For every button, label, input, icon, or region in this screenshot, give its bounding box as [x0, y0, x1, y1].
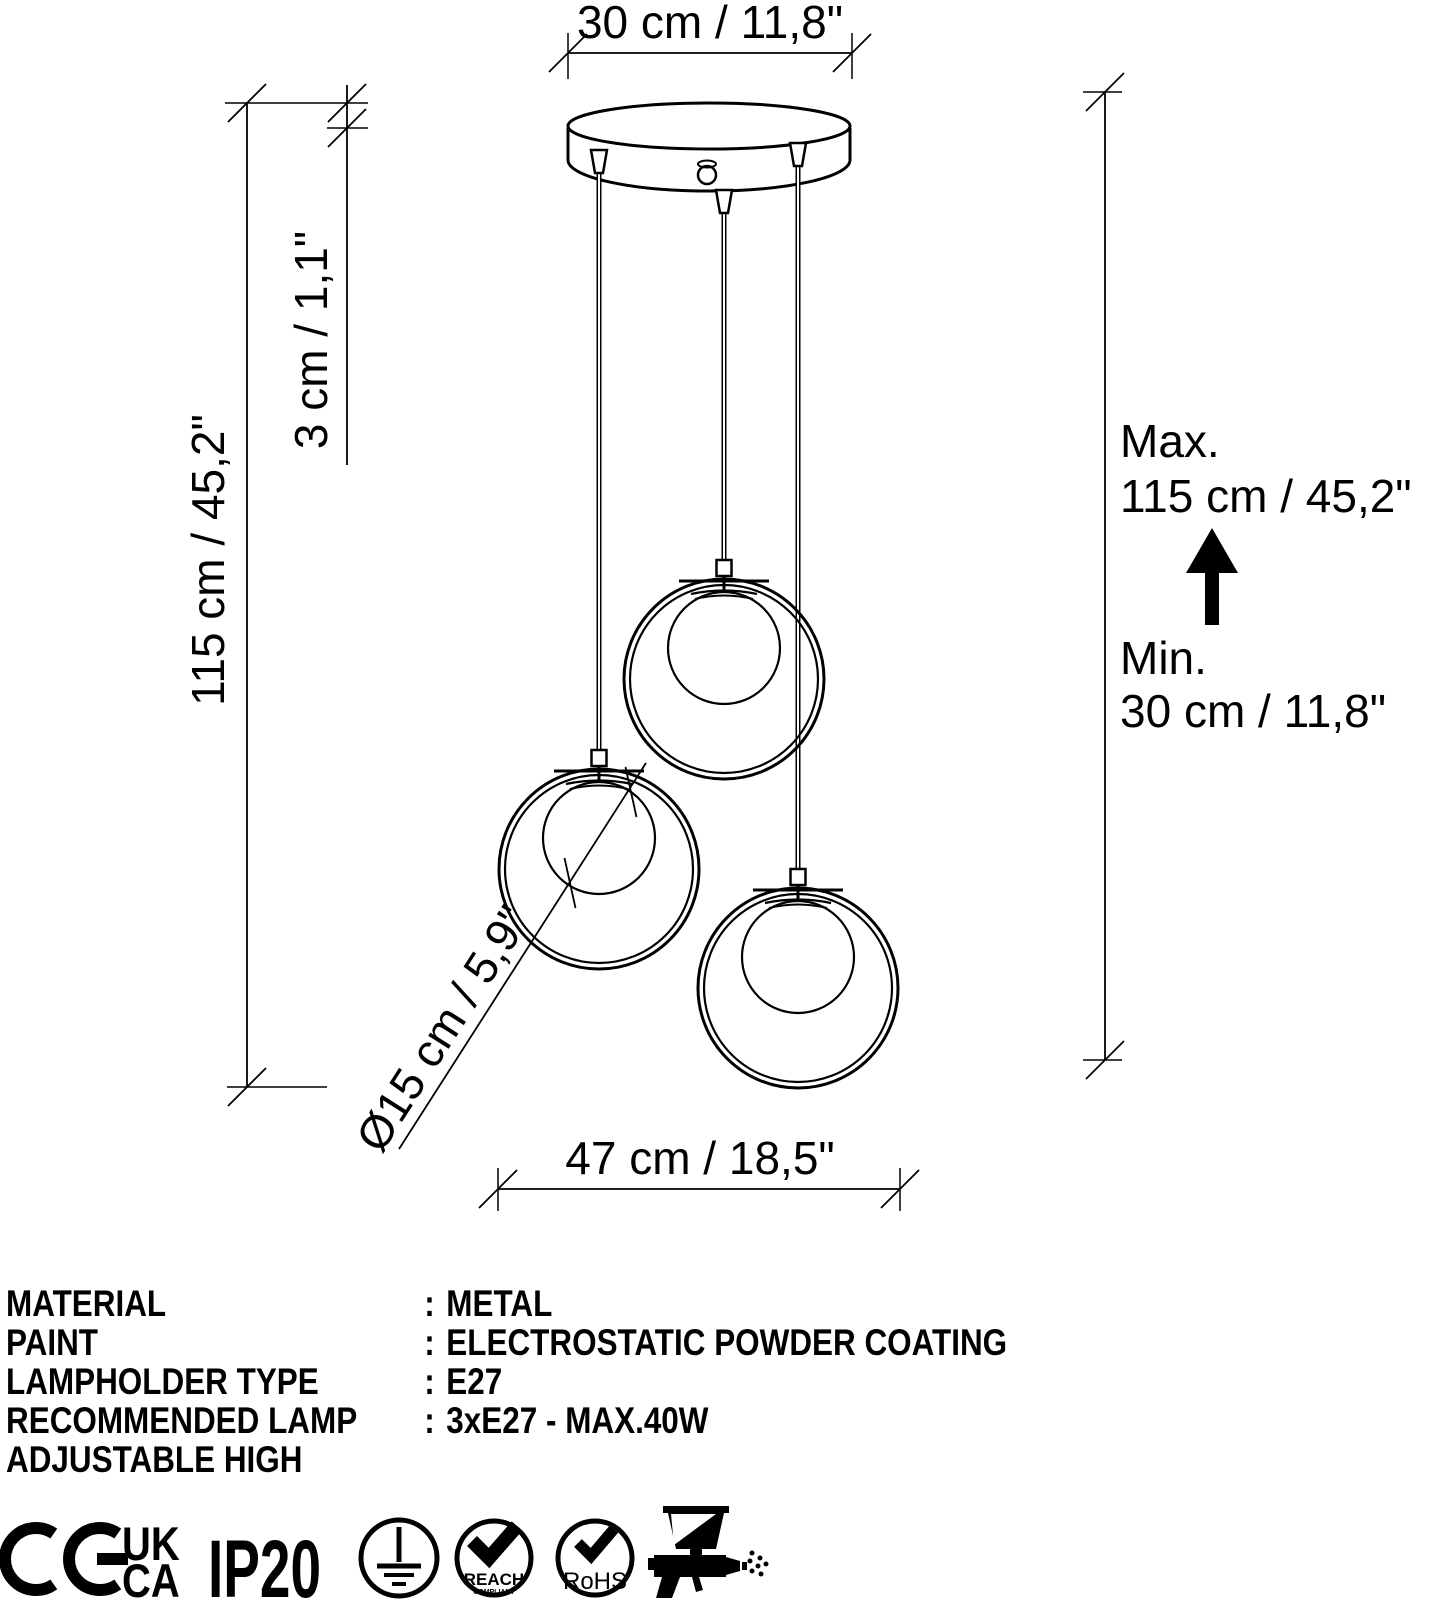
reach-sublabel: COMPLIANT — [473, 1589, 515, 1596]
metal-ring-outer — [624, 579, 824, 779]
metal-ring-inner — [630, 585, 818, 773]
canopy-width-label: 30 cm / 11,8" — [576, 0, 844, 48]
metal-ring-inner — [505, 775, 693, 963]
spec-row-paint: PAINT : ELECTROSTATIC POWDER COATING — [6, 1322, 1008, 1363]
certification-icons — [0, 1496, 790, 1600]
ip-rating-label: IP20 — [208, 1522, 322, 1600]
spec-table — [6, 1284, 1007, 1479]
suspension-cords — [599, 165, 798, 869]
spec-label: RECOMMENDED LAMP — [6, 1400, 358, 1441]
total-height-label: 115 cm / 45,2" — [182, 414, 234, 706]
spray-gun-icon — [648, 1506, 769, 1598]
rohs-label: RoHS — [562, 1568, 628, 1595]
max-label: Max. — [1120, 415, 1220, 467]
reach-compliant-icon — [457, 1521, 531, 1596]
spec-value: E27 — [446, 1361, 503, 1402]
spray-dots — [748, 1551, 769, 1577]
checkmark-icon — [578, 1529, 614, 1556]
glass-globe — [742, 901, 854, 1013]
ce-mark-icon — [5, 1528, 128, 1590]
spec-label: LAMPHOLDER TYPE — [6, 1361, 319, 1402]
rohs-icon — [558, 1521, 632, 1595]
cord-connector — [791, 869, 806, 885]
max-value: 115 cm / 45,2" — [1120, 470, 1412, 522]
min-label: Min. — [1120, 632, 1207, 684]
spec-row-adjustable-high — [6, 1440, 1007, 1479]
canopy-screw-knob — [698, 161, 716, 185]
dimension-adjustable-height — [1083, 73, 1124, 1079]
protective-earth-icon — [361, 1520, 437, 1596]
checkmark-icon — [472, 1526, 517, 1558]
cord-connector — [592, 750, 607, 766]
spec-value: ELECTROSTATIC POWDER COATING — [446, 1322, 1008, 1363]
spec-value: 3xE27 - MAX.40W — [446, 1400, 709, 1441]
metal-ring-inner — [704, 894, 892, 1082]
glass-globe — [668, 592, 780, 704]
min-value: 30 cm / 11,8" — [1120, 685, 1387, 737]
spec-label: MATERIAL — [6, 1283, 167, 1324]
dimension-globe-diameter — [399, 763, 646, 1149]
ceiling-canopy — [568, 103, 850, 191]
up-arrow-icon — [1186, 528, 1238, 625]
pendant-middle — [624, 560, 824, 779]
fixture-width-label: 47 cm / 18,5" — [565, 1132, 835, 1184]
globe-diameter-label: Ø15 cm / 5,9" — [345, 896, 540, 1161]
metal-ring-outer — [698, 888, 898, 1088]
pendant-right — [698, 869, 898, 1088]
spec-row-material: MATERIAL : METAL — [6, 1283, 553, 1324]
reach-label: REACH — [463, 1570, 525, 1589]
spec-label: ADJUSTABLE HIGH — [6, 1439, 303, 1480]
ukca-mark — [122, 1519, 180, 1600]
spec-label: PAINT — [6, 1322, 99, 1363]
spec-row-lampholder: LAMPHOLDER TYPE : E27 — [6, 1361, 503, 1402]
ukca-line1: UK — [122, 1519, 180, 1571]
ukca-line2: CA — [122, 1556, 180, 1600]
cord-connector — [717, 560, 732, 576]
spec-row-recommended-lamp: RECOMMENDED LAMP : 3xE27 - MAX.40W — [6, 1400, 709, 1441]
spec-value: METAL — [446, 1283, 553, 1324]
canopy-height-label: 3 cm / 1,1" — [285, 230, 337, 450]
